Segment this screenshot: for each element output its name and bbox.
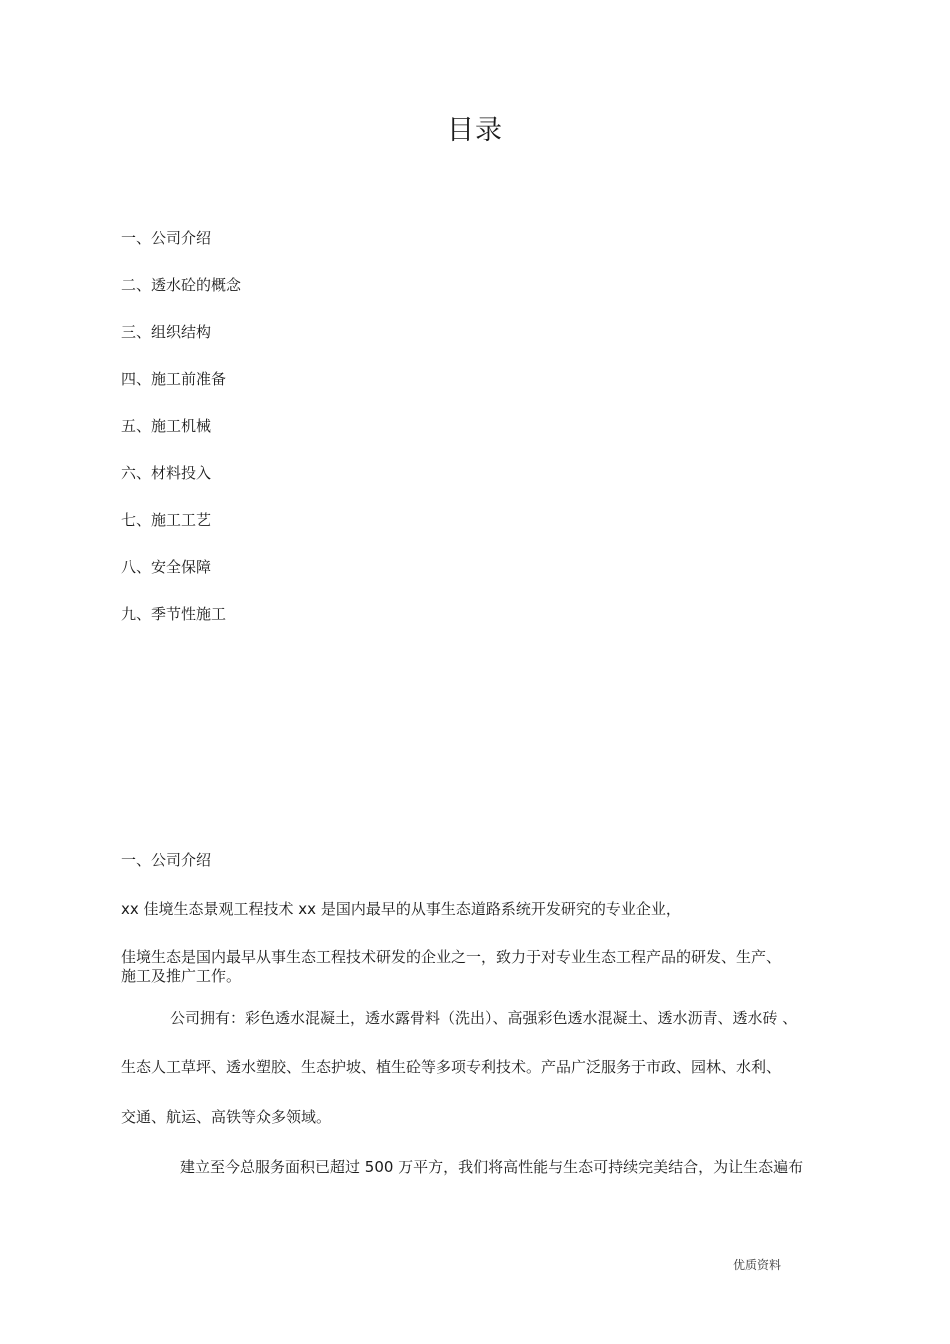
toc-item: 七、施工工艺: [121, 511, 212, 529]
toc-item: 二、透水砼的概念: [121, 276, 242, 294]
paragraph-line: 公司拥有：彩色透水混凝土，透水露骨料（洗出）、高强彩色透水混凝土、透水沥青、透水砖 、: [170, 1009, 798, 1027]
toc-item: 三、组织结构: [121, 323, 212, 341]
page-title: 目录: [447, 115, 503, 146]
toc-item: 五、施工机械: [121, 417, 212, 435]
paragraph-line: 交通、航运、高铁等众多领域。: [121, 1108, 332, 1126]
table-of-contents: [121, 227, 241, 650]
paragraph-line: 建立至今总服务面积已超过 500 万平方，我们将高性能与生态可持续完美结合，为让生态遍布: [180, 1158, 804, 1176]
paragraph-line: 佳境生态是国内最早从事生态工程技术研发的企业之一，致力于对专业生态工程产品的研发、生产、: [121, 948, 782, 966]
footer-watermark: 优质资料: [733, 1258, 782, 1272]
toc-item: 六、材料投入: [121, 464, 212, 482]
toc-item: 九、季节性施工: [121, 605, 227, 623]
paragraph-line: 生态人工草坪、透水塑胶、生态护坡、植生砼等多项专利技术。产品广泛服务于市政、园林、水利、: [121, 1058, 782, 1076]
section-heading: 一、公司介绍: [121, 851, 212, 869]
toc-item: 四、施工前准备: [121, 370, 227, 388]
toc-item: 一、公司介绍: [121, 229, 212, 247]
paragraph-line: 施工及推广工作。: [121, 967, 242, 985]
toc-item: 八、安全保障: [121, 558, 212, 576]
paragraph-intro: xx 佳境生态景观工程技术 xx 是国内最早的从事生态道路系统开发研究的专业企业，: [121, 900, 681, 918]
